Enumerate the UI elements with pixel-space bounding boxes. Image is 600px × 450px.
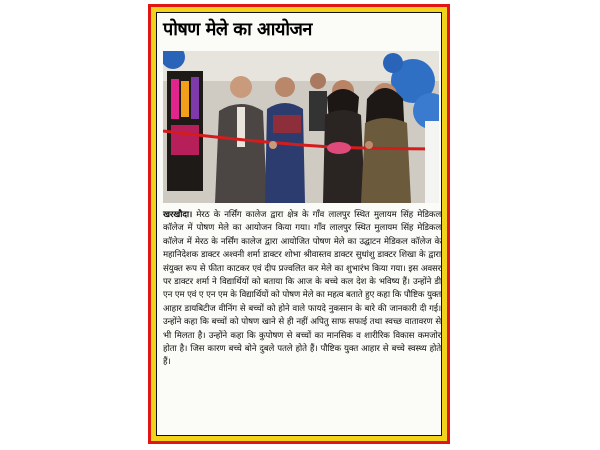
newspaper-clipping: [157, 13, 441, 435]
article-dateline: खरखौदा।: [163, 210, 193, 220]
article-headline: पोषण मेले का आयोजन: [163, 19, 312, 40]
article-body: [163, 209, 441, 370]
article-photo: [163, 51, 439, 203]
clipping-frame-yellow: [151, 7, 447, 441]
article-body-text: मेरठ के नर्सिंग कालेज द्वारा क्षेत्र के गाँव लालपुर स्थित मुलायम सिंह मेडिकल कॉलेज में पोषण मेले का आयोजन किया गया। गाँव लालपुर स्थित मुलायम सिंह मेडिकल कॉलेज में मेरठ के नर्सिंग कालेज द्वारा आयोजित पोषण मेले का उद्घाटन मेडिकल कॉलेज के महानिदेशक डाक्टर अश्वनी शर्मा डाक्टर शोभा श्रीवास्तव डाक्टर सुधांशु डाक्टर शिखा के द्वारा संयुक्त रूप से फीता काटकर एवं दीप प्रज्वलित कर मेले का शुभारंभ किया गया। इस अवसर पर डाक्टर शर्मा ने विद्यार्थियों को बताया कि आज के बच्चे कल देश के भविष्य हैं। उन्होंने डी एन एम एवं ए एन एम के विद्यार्थियों को पोषण मेले का महत्व बताते हुए कहा कि पौष्टिक युक्त आहार डायबिटीज वीनिंग से बच्चों को होने वाले फायदे नुकसान के बारे की जानकारी दी गई। उन्होंने कहा कि बच्चों को पोषण खाने से ही नहीं अपितु साफ सफाई तथा स्वच्छ वातावरण से भी मिलता है। उन्होंने कहा कि कुपोषण से बच्चों का मानसिक व शारीरिक विकास कमजोर होता है। जिस कारण बच्चे बोने दुबले पतले होते हैं। पौष्टिक युक्त आहार से बच्चे स्वस्थ्य होते हैं।: [163, 210, 441, 368]
clipping-frame-black: [156, 12, 442, 436]
clipping-frame-red: [148, 4, 450, 444]
